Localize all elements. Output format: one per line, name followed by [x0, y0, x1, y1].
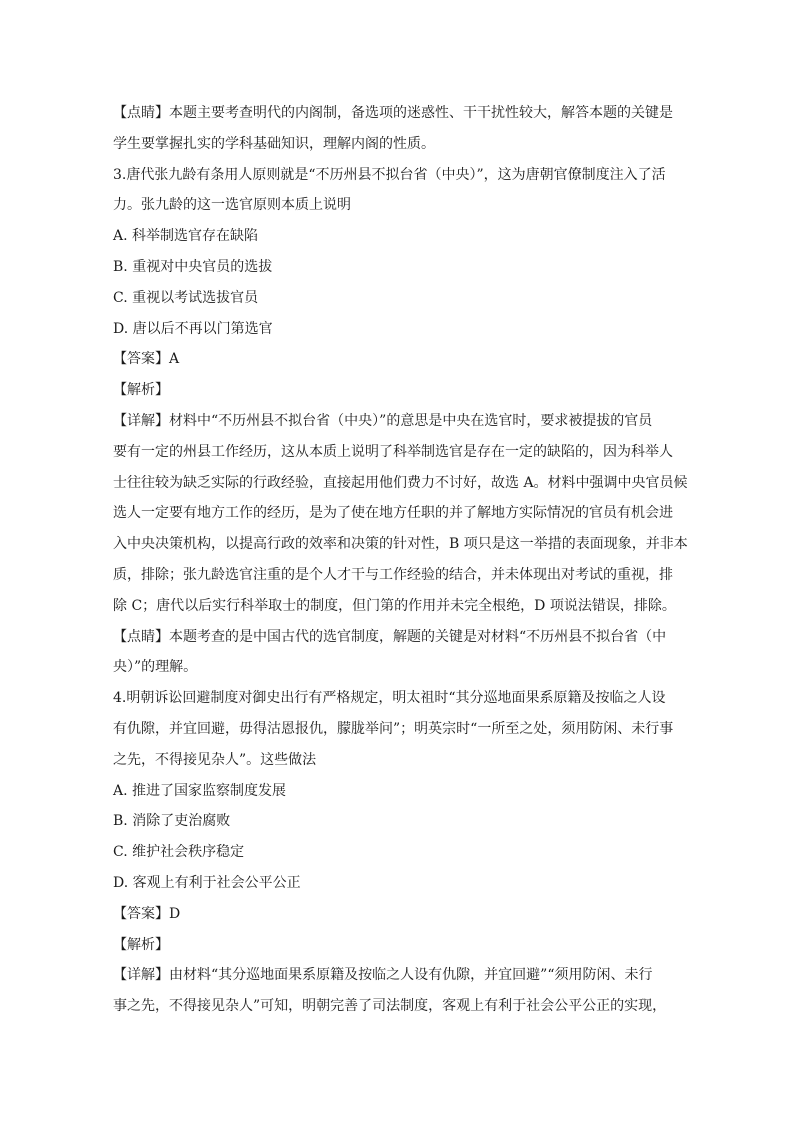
option-a: A. 科举制选官存在缺陷	[113, 228, 259, 245]
answer-label: 【答案】A	[113, 351, 180, 368]
analysis-label: 【解析】	[113, 382, 169, 399]
dianjing-line: 央）”的理解。	[113, 659, 198, 676]
detail-line: 质，排除；张九龄选官注重的是个人才干与工作经验的结合，并未体现出对考试的重视，排	[113, 566, 673, 583]
option-a: A. 推进了国家监察制度发展	[113, 782, 287, 799]
analysis-label: 【解析】	[113, 936, 169, 953]
detail-line: 要有一定的州县工作经历，这从本质上说明了科举制选官是存在一定的缺陷的，因为科举人	[113, 443, 673, 460]
question-stem-line: 力。张九龄的这一选官原则本质上说明	[113, 197, 351, 214]
detail-line: 【详解】由材料“其分巡地面果系原籍及按临之人设有仇隙，并宜回避”“须用防闲、未行	[113, 967, 653, 984]
detail-line: 除 C；唐代以后实行科举取士的制度，但门第的作用并未完全根绝，D 项说法错误，排除。	[113, 597, 676, 614]
document-content	[113, 98, 688, 1022]
answer-label: 【答案】D	[113, 905, 181, 922]
detail-line: 事之先，不得接见杂人”可知，明朝完善了司法制度，客观上有利于社会公平公正的实现，	[113, 998, 667, 1015]
option-b: B. 重视对中央官员的选拔	[113, 258, 273, 275]
option-d: D. 唐以后不再以门第选官	[113, 320, 273, 337]
question-stem-line: 之先，不得接见杂人”。这些做法	[113, 751, 317, 768]
question-stem-line: 有仇隙，并宜回避，毋得沽恩报仇，朦胧举问”；明英宗时“一所至之处，须用防闲、未行事	[113, 720, 674, 737]
dianjing-line: 学生要掌握扎实的学科基础知识，理解内阁的性质。	[113, 135, 435, 152]
option-c: C. 维护社会秩序稳定	[113, 844, 245, 861]
question-stem-line: 4.明朝诉讼回避制度对御史出行有严格规定，明太祖时“其分巡地面果系原籍及按临之人设	[113, 690, 666, 707]
dianjing-line: 【点睛】本题考查的是中国古代的选官制度，解题的关键是对材料“不历州县不拟台省（中	[113, 628, 667, 645]
detail-line: 士往往较为缺乏实际的行政经验，直接起用他们费力不讨好，故选 A。材料中强调中央官员候	[113, 474, 688, 491]
dianjing-block-q2	[113, 98, 685, 160]
detail-line: 选人一定要有地方工作的经历，是为了使在地方任职的并了解地方实际情况的官员有机会进	[113, 505, 673, 522]
question-3	[113, 160, 688, 684]
question-4	[113, 683, 685, 1022]
question-stem-line: 3.唐代张九龄有条用人原则就是“不历州县不拟台省（中央）”，这为唐朝官僚制度注入了活	[113, 166, 666, 183]
detail-line: 入中央决策机构，以提高行政的效率和决策的针对性，B 项只是这一举措的表面现象，并非本	[113, 536, 688, 553]
dianjing-line: 【点睛】本题主要考查明代的内阁制，备选项的迷惑性、干干扰性较大，解答本题的关键是	[113, 105, 673, 121]
detail-line: 【详解】材料中“不历州县不拟台省（中央）”的意思是中央在选官时，要求被提拔的官员	[113, 412, 653, 429]
option-d: D. 客观上有利于社会公平公正	[113, 874, 301, 891]
option-b: B. 消除了吏治腐败	[113, 813, 231, 830]
option-c: C. 重视以考试选拔官员	[113, 289, 259, 306]
